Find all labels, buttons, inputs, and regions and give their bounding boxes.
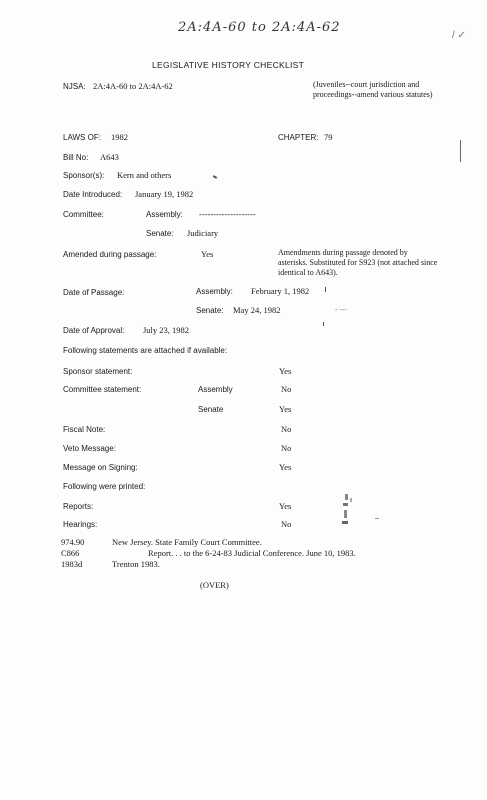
fiscal-note-label: Fiscal Note: — [63, 425, 106, 434]
committee-statement-assembly-label: Assembly — [198, 385, 233, 394]
reports-value: Yes — [279, 501, 292, 511]
date-introduced-label: Date Introduced: — [63, 190, 123, 199]
passage-label: Date of Passage: — [63, 288, 125, 297]
committee-statement-senate-label: Senate — [198, 405, 224, 414]
bill-no-value: A643 — [100, 152, 119, 162]
sponsors-label: Sponsor(s): — [63, 171, 105, 180]
njsa-label: NJSA: — [63, 82, 86, 91]
citation-text-2: Report. . . to the 6-24-83 Judicial Conference. June 10, 1983. — [148, 548, 356, 558]
over-indicator: (OVER) — [200, 580, 229, 590]
margin-tick — [323, 322, 324, 326]
bill-no-label: Bill No: — [63, 153, 89, 162]
veto-message-value: No — [281, 443, 292, 453]
margin-tick — [325, 287, 326, 292]
hearings-label: Hearings: — [63, 520, 98, 529]
margin-mark: / ✓ — [452, 30, 466, 41]
citation-call-number-3: 1983d — [61, 559, 83, 569]
chapter-value: 79 — [324, 132, 333, 142]
committee-statement-senate-value: Yes — [279, 404, 292, 414]
scan-specks: - -‑· — [335, 305, 348, 314]
date-introduced-value: January 19, 1982 — [135, 189, 194, 199]
passage-assembly-label: Assembly: — [196, 287, 233, 296]
handwritten-statute-range: 2A:4A-60 to 2A:4A-62 — [178, 20, 341, 35]
fiscal-note-value: No — [281, 424, 292, 434]
citation-text-3: Trenton 1983. — [112, 559, 160, 569]
committee-senate-value: Judiciary — [187, 228, 219, 238]
laws-of-value: 1982 — [111, 132, 128, 142]
committee-statement-label: Committee statement: — [63, 385, 142, 394]
citation-call-number-1: 974.90 — [61, 537, 85, 547]
message-signing-value: Yes — [279, 462, 292, 472]
hearings-value: No — [281, 519, 292, 529]
citation-call-number-2: C866 — [61, 548, 80, 558]
committee-assembly-label: Assembly: — [146, 210, 183, 219]
committee-label: Committee: — [63, 210, 104, 219]
njsa-value: 2A:4A-60 to 2A:4A-62 — [93, 81, 173, 91]
laws-of-label: LAWS OF: — [63, 133, 101, 142]
citation-text-1: New Jersey. State Family Court Committee. — [112, 537, 262, 547]
approval-label: Date of Approval: — [63, 326, 125, 335]
committee-statement-assembly-value: No — [281, 384, 292, 394]
chapter-label: CHAPTER: — [278, 133, 319, 142]
passage-senate-value: May 24, 1982 — [233, 305, 281, 315]
amended-note: Amendments during passage denoted by asterisks. Substituted for S923 (not attached since identical to A643). — [278, 248, 438, 277]
njsa-description: (Juveniles--court jurisdiction and proceedings--amend various statutes) — [313, 80, 433, 99]
statements-heading: Following statements are attached if available: — [63, 346, 228, 355]
margin-line — [460, 140, 461, 162]
sponsor-statement-value: Yes — [279, 366, 292, 376]
sponsors-value: Kern and others — [117, 170, 172, 180]
message-signing-label: Message on Signing: — [63, 463, 138, 472]
veto-message-label: Veto Message: — [63, 444, 116, 453]
amended-value: Yes — [201, 249, 214, 259]
passage-assembly-value: February 1, 1982 — [251, 286, 310, 296]
sponsor-statement-label: Sponsor statement: — [63, 367, 133, 376]
amended-label: Amended during passage: — [63, 250, 157, 259]
committee-assembly-value: -------------------- — [199, 209, 256, 219]
stray-mark — [213, 175, 217, 179]
passage-senate-label: Senate: — [196, 306, 224, 315]
committee-senate-label: Senate: — [146, 229, 174, 238]
printed-heading: Following were printed: — [63, 482, 146, 491]
reports-label: Reports: — [63, 502, 94, 511]
approval-value: July 23, 1982 — [143, 325, 190, 335]
page-title: LEGISLATIVE HISTORY CHECKLIST — [152, 60, 305, 70]
